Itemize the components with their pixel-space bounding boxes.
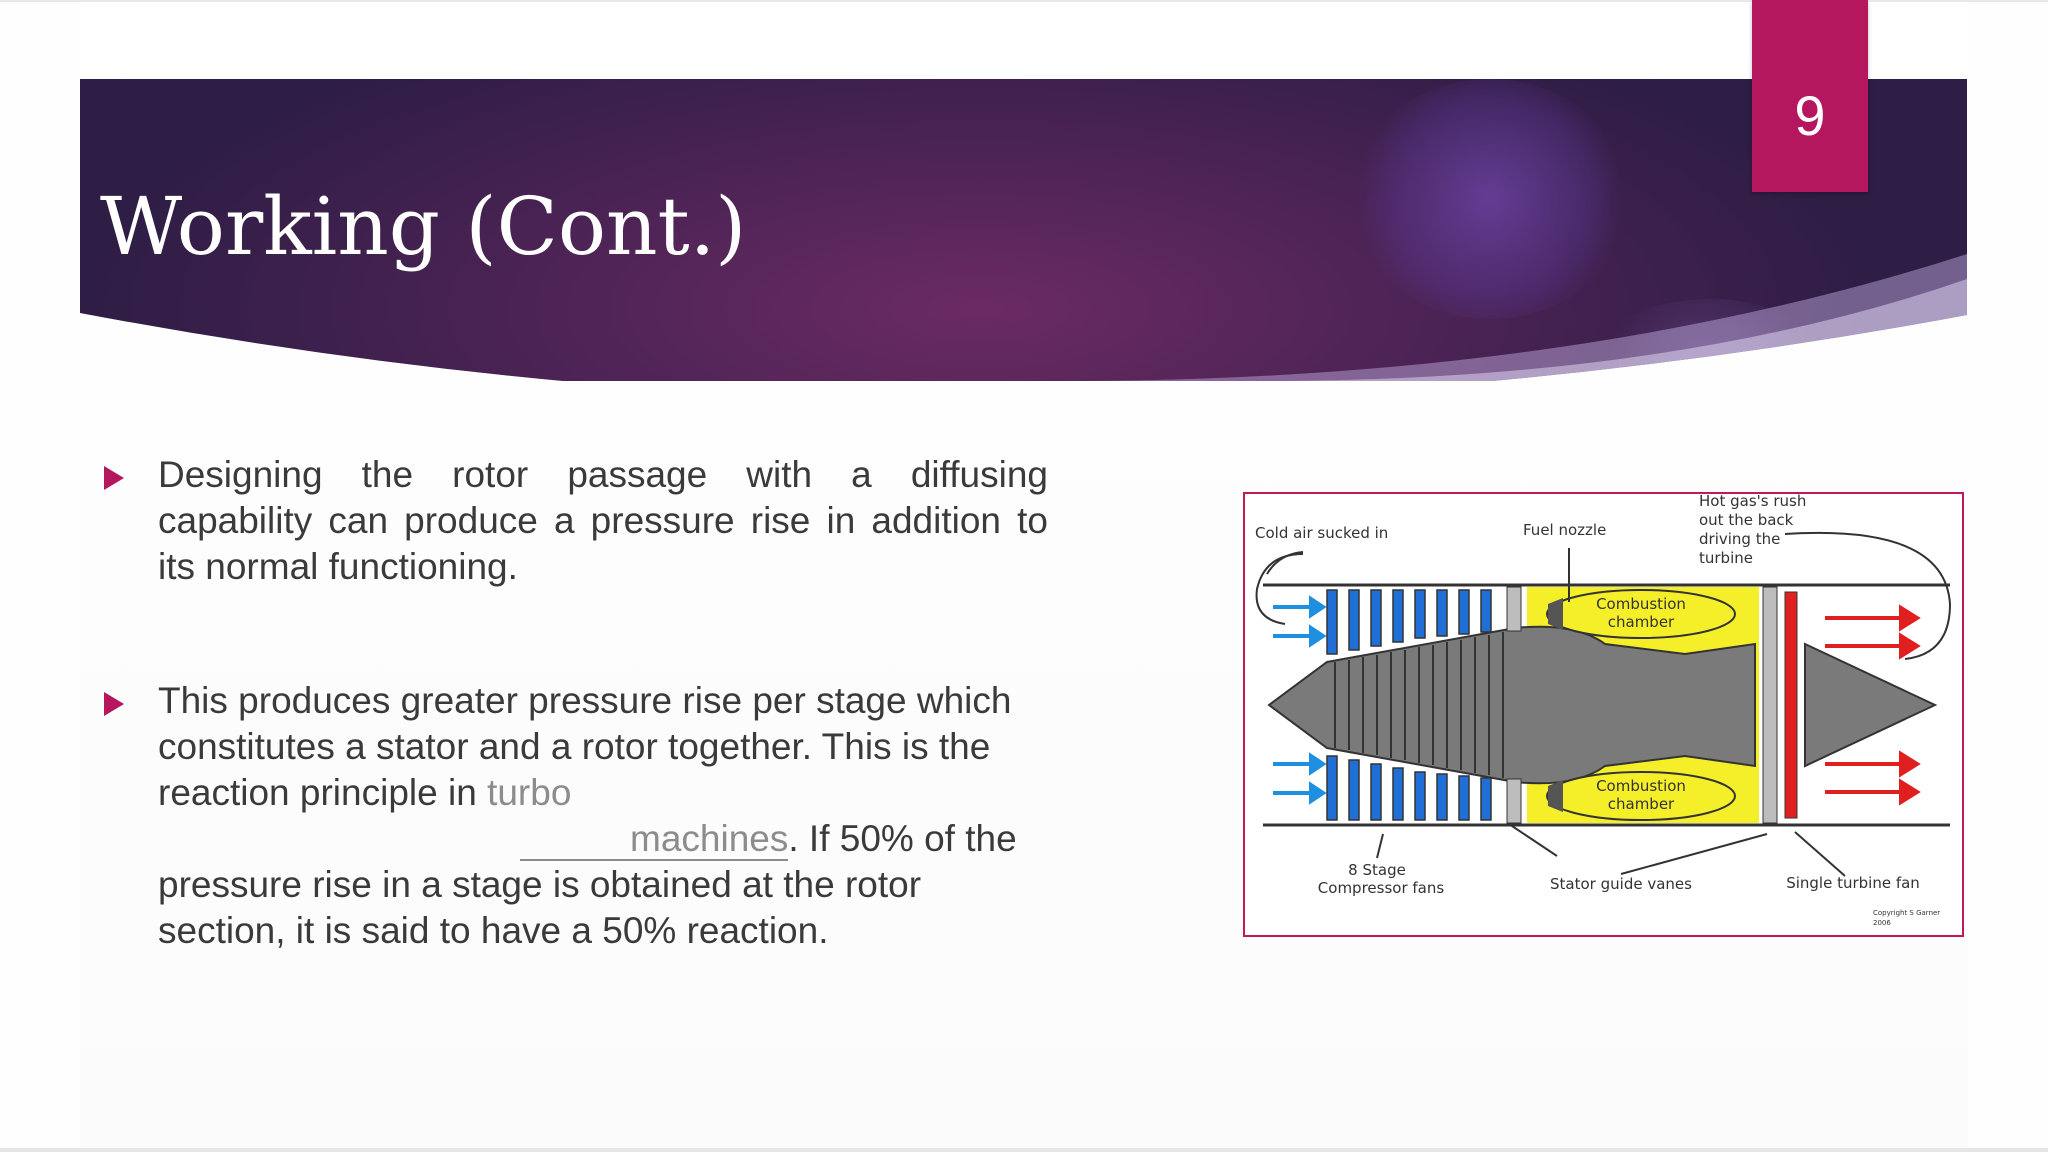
- bullet-text: . If 50% of the pressure rise in a stage is obtained at the rotor section, it is said to have a 50% reaction.: [158, 818, 1017, 951]
- machines-link[interactable]: machines: [520, 819, 788, 861]
- engine-illustration: [1245, 494, 1962, 935]
- bullet-text: This produces greater pressure rise per stage which constitutes a stator and a rotor together. This is the reaction principle in: [158, 680, 1012, 813]
- triangle-bullet-icon: [104, 692, 124, 716]
- jet-engine-diagram: [1243, 492, 1964, 937]
- label-stator: Stator guide vanes: [1550, 875, 1692, 893]
- bullet-item: [98, 678, 1048, 954]
- slide-title: Working (Cont.): [100, 180, 747, 273]
- bullet-list: [98, 452, 1048, 954]
- bullet-text: capability can produce a pressure rise in addition to its normal functioning.: [158, 500, 1048, 587]
- label-copyright: Copyright S Garner: [1873, 909, 1941, 917]
- label-hot-gas: out the back: [1699, 511, 1794, 529]
- label-hot-gas: Hot gas's rush: [1699, 494, 1807, 510]
- page-number-badge: 9: [1752, 0, 1868, 192]
- label-fuel-nozzle: Fuel nozzle: [1523, 521, 1607, 539]
- label-hot-gas: turbine: [1699, 549, 1753, 567]
- top-divider: [0, 0, 2048, 2]
- label-hot-gas: driving the: [1699, 530, 1781, 548]
- label-compressor: Compressor fans: [1317, 879, 1445, 897]
- label-combustion: Combustion: [1596, 595, 1686, 613]
- label-compressor: 8 Stage: [1348, 861, 1406, 879]
- bottom-divider: [0, 1148, 2048, 1152]
- bullet-text-line: Designing the rotor passage with a diffusing: [158, 454, 1048, 495]
- turbo-link[interactable]: turbo: [487, 772, 572, 813]
- label-cold-air: Cold air sucked in: [1255, 524, 1389, 542]
- bullet-item: [98, 452, 1048, 590]
- label-turbine: Single turbine fan: [1786, 874, 1920, 892]
- label-combustion: chamber: [1607, 613, 1675, 631]
- label-copyright: 2006: [1873, 919, 1891, 927]
- label-combustion: chamber: [1607, 795, 1675, 813]
- triangle-bullet-icon: [104, 466, 124, 490]
- label-combustion: Combustion: [1596, 777, 1686, 795]
